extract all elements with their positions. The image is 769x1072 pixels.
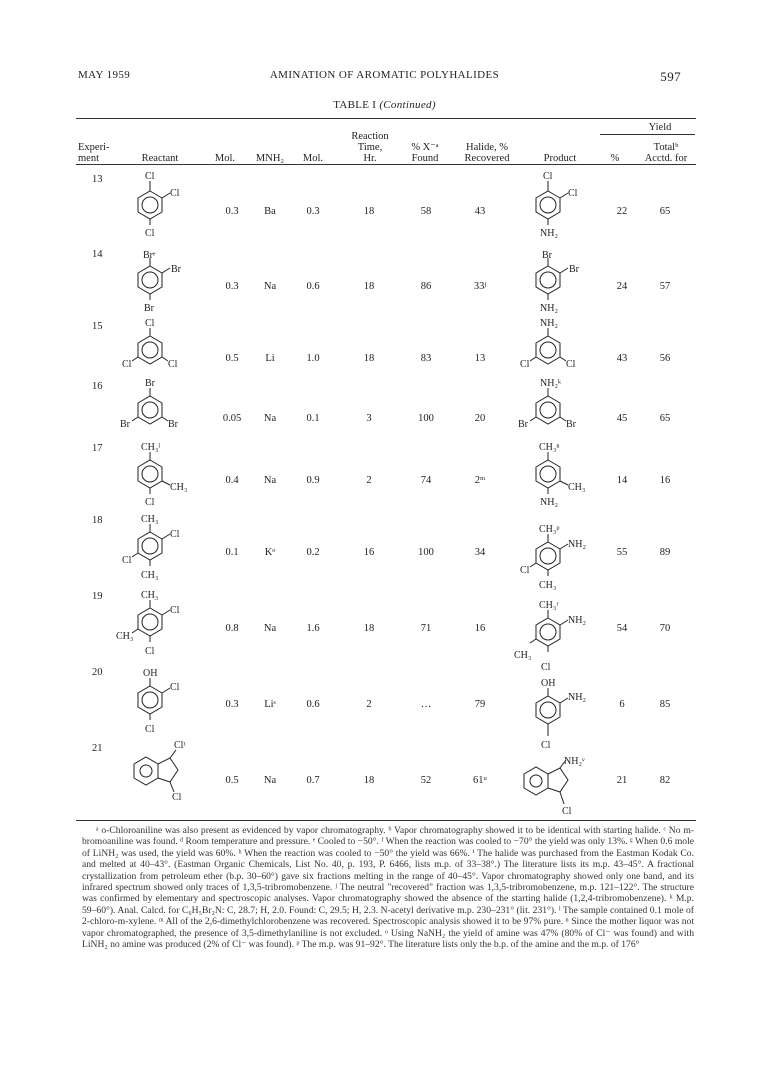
atom-label: Cl	[172, 792, 182, 803]
cell-experiment: 17	[92, 443, 103, 454]
cell-x-found: 71	[420, 623, 432, 634]
col-mnh2: MNH₂	[255, 153, 285, 164]
atom-label: OH	[541, 678, 556, 689]
atom-label: Cl	[145, 228, 155, 239]
atom-label: CH₃	[116, 631, 134, 642]
atom-label: Cl	[122, 359, 132, 370]
cell-mol-halide: 0.8	[225, 623, 239, 634]
atom-label: Br	[518, 419, 528, 430]
col-reaction-time: Reaction Time, Hr.	[351, 131, 389, 164]
structure-product-15	[530, 328, 566, 364]
cell-halide-recovered: 16	[474, 623, 486, 634]
col-mol-amide: Mol.	[302, 153, 324, 164]
cell-metal: Ba	[264, 206, 276, 217]
cell-yield: 45	[616, 413, 628, 424]
cell-experiment: 14	[92, 249, 103, 260]
cell-total-accounted: 85	[659, 699, 671, 710]
cell-total-accounted: 70	[659, 623, 671, 634]
cell-total-accounted: 65	[659, 206, 671, 217]
cell-x-found: 86	[420, 281, 432, 292]
structure-reactant-19	[132, 600, 170, 642]
atom-label: Cl	[145, 171, 155, 182]
atom-label: Cl	[170, 682, 180, 693]
atom-label: Cl	[170, 188, 180, 199]
page-number: 597	[660, 69, 681, 84]
cell-x-found: 58	[420, 206, 432, 217]
cell-reaction-time: 2	[366, 699, 372, 710]
cell-halide-recovered: 43	[474, 206, 486, 217]
cell-mol-amide: 0.7	[306, 775, 320, 786]
cell-mol-halide: 0.3	[225, 206, 239, 217]
cell-mol-amide: 0.6	[306, 281, 320, 292]
cell-halide-recovered: 13	[474, 353, 486, 364]
cell-experiment: 19	[92, 591, 103, 602]
cell-mol-halide: 0.3	[225, 281, 239, 292]
running-header-date: MAY 1959	[78, 69, 131, 81]
cell-mol-amide: 0.3	[306, 206, 320, 217]
structure-product-20	[536, 688, 568, 736]
cell-experiment: 20	[92, 667, 103, 678]
cell-total-accounted: 16	[659, 475, 671, 486]
cell-mol-amide: 0.2	[306, 547, 320, 558]
cell-reaction-time: 16	[363, 547, 375, 558]
cell-total-accounted: 56	[659, 353, 671, 364]
atom-label: CH₃	[514, 650, 532, 661]
cell-yield: 22	[616, 206, 628, 217]
cell-metal: Na	[263, 413, 277, 424]
atom-label: CH₃	[539, 580, 557, 591]
atom-label: CH₃ᵖ	[539, 524, 560, 535]
cell-mol-amide: 1.6	[306, 623, 320, 634]
atom-label: CH₃	[170, 482, 188, 493]
col-reactant: Reactant	[141, 153, 179, 164]
cell-halide-recovered: 2ᵐ	[474, 475, 486, 486]
atom-label: Cl	[170, 605, 180, 616]
atom-label: NH₂	[540, 228, 558, 239]
atom-label: NH₂	[540, 303, 558, 314]
cell-yield: 54	[616, 623, 628, 634]
atom-label: Clᵗ	[174, 740, 186, 751]
atom-label: Br	[542, 250, 552, 261]
cell-reaction-time: 18	[363, 206, 375, 217]
atom-label: NH₂ᵛ	[564, 756, 585, 767]
cell-yield: 6	[619, 699, 625, 710]
col-experiment: Experi- ment	[78, 142, 110, 164]
structure-product-13	[536, 181, 568, 225]
cell-reaction-time: 18	[363, 775, 375, 786]
cell-experiment: 21	[92, 743, 103, 754]
cell-metal: Na	[263, 475, 277, 486]
cell-reaction-time: 18	[363, 353, 375, 364]
cell-total-accounted: 89	[659, 547, 671, 558]
col-product: Product	[543, 153, 577, 164]
cell-experiment: 15	[92, 321, 103, 332]
structure-reactant-16	[132, 388, 168, 424]
cell-experiment: 13	[92, 174, 103, 185]
atom-label: Br	[168, 419, 178, 430]
table-footnotes	[82, 825, 694, 950]
atom-label: CH₃	[568, 482, 586, 493]
cell-x-found: …	[420, 699, 432, 710]
atom-label: Cl	[543, 171, 553, 182]
atom-label: Cl	[520, 359, 530, 370]
atom-label: OH	[143, 668, 158, 679]
atom-label: Cl	[541, 740, 551, 751]
cell-mol-halide: 0.5	[225, 353, 239, 364]
cell-metal: Kᵒ	[264, 547, 276, 558]
cell-reaction-time: 18	[363, 281, 375, 292]
cell-x-found: 100	[418, 547, 434, 558]
cell-halide-recovered: 20	[474, 413, 486, 424]
atom-label: Br	[145, 378, 155, 389]
atom-label: CH₃ʳ	[539, 600, 559, 611]
atom-label: Cl	[541, 662, 551, 673]
atom-label: Br	[569, 264, 579, 275]
structure-product-19	[530, 610, 568, 652]
cell-total-accounted: 82	[659, 775, 671, 786]
atom-label: CH₃ⁿ	[539, 442, 560, 453]
atom-label: CH₃	[141, 590, 159, 601]
running-header-title: AMINATION OF AROMATIC POLYHALIDES	[269, 69, 500, 81]
atom-label: NH₂	[568, 692, 586, 703]
cell-metal: Na	[263, 281, 277, 292]
atom-label: CH₃	[141, 514, 159, 525]
cell-metal: Liˢ	[264, 699, 276, 710]
cell-total-accounted: 57	[659, 281, 671, 292]
cell-halide-recovered: 34	[474, 547, 486, 558]
cell-mol-amide: 1.0	[306, 353, 320, 364]
atom-label: Cl	[145, 318, 155, 329]
structure-reactant-14	[138, 258, 170, 300]
structure-reactant-15	[132, 328, 168, 364]
structure-product-17	[536, 452, 568, 494]
cell-mol-amide: 0.9	[306, 475, 320, 486]
col-mol-halide: Mol.	[214, 153, 236, 164]
atom-label: Cl	[170, 529, 180, 540]
table-title-continued: (Continued)	[379, 99, 436, 111]
cell-mol-halide: 0.3	[225, 699, 239, 710]
cell-x-found: 52	[420, 775, 432, 786]
atom-label: Cl	[568, 188, 578, 199]
atom-label: Br	[144, 303, 154, 314]
cell-mol-amide: 0.1	[306, 413, 320, 424]
cell-yield: 43	[616, 353, 628, 364]
cell-halide-recovered: 61ᵘ	[473, 775, 487, 786]
atom-label: NH₂	[568, 615, 586, 626]
cell-experiment: 16	[92, 381, 103, 392]
cell-halide-recovered: 79	[474, 699, 486, 710]
table-title-main: TABLE I	[333, 99, 377, 111]
atom-label: Cl	[145, 497, 155, 508]
cell-reaction-time: 18	[363, 623, 375, 634]
col-yield-group: Yield	[648, 122, 672, 133]
cell-yield: 21	[616, 775, 628, 786]
col-x-found: % X⁻ᵃ Found	[411, 142, 439, 164]
atom-label: Cl	[145, 724, 155, 735]
atom-label: Cl	[562, 806, 572, 817]
atom-label: Cl	[520, 565, 530, 576]
atom-label: NH₂	[540, 318, 558, 329]
cell-mol-amide: 0.6	[306, 699, 320, 710]
cell-total-accounted: 65	[659, 413, 671, 424]
cell-mol-halide: 0.1	[225, 547, 239, 558]
structure-product-21	[524, 760, 568, 804]
structure-reactant-20	[138, 678, 170, 720]
atom-label: NH₂ᵏ	[540, 378, 562, 389]
cell-reaction-time: 2	[366, 475, 372, 486]
cell-yield: 14	[616, 475, 628, 486]
cell-mol-halide: 0.05	[222, 413, 242, 424]
cell-halide-recovered: 33ʲ	[473, 281, 487, 292]
footnote-paragraph: ᵃ o-Chloroaniline was also present as evidenced by vapor chromatography. ᵇ Vapor chromatography showed it to be identical with starting halide. ᶜ No m-bromoaniline was found. ᵈ Room temperature and pressure. ᵉ Cooled to −50°. ᶠ When the reaction was cooled to −70° the yield was only 13%. ᵍ When 0.6 mole of LiNH₂ was used, the yield was 60%. ʰ When the reaction was cooled to −50° the yield was 66%. ⁱ The halide was purchased from the Eastman Kodak Co. and melted at 40–43°. (Eastman Organic Chemicals, List No. 40, p. 193, P. 6466, lists m.p. of 33–38°.) The literature lists its m.p. 43–45°. A fractional crystallization from petroleum ether (b.p. 30–60°) gave six fractions melting in the range of 40–45°. Vapor chromatography showed only one band, and its infrared spectrum showed only traces of 1,3,5-tribromobenzene. ʲ The neutral "recovered" fraction was 1,3,5-tribromobenzene, m.p. 121–122°. The structure was confirmed by elementary and spectroscopic analyses. Vapor chromatography showed the absence of the starting halide (1,2,4-tribromobenzene). ᵏ M.p. 59–60°). Anal. Calcd. for C₆H₅Br₂N: C, 28.7; H, 2.0. Found: C, 29.5; H, 2.3. N-acetyl derivative m.p. 230–231° (lit. 231°). ˡ The sample contained 0.1 mole of 2-chloro-m-xylene. ᵐ All of the 2,6-dimethylchlorobenzene was recovered. Spectroscopic analysis showed it to be 97% pure. ⁿ Since the mother liquor was not vapor chromatographed, the presence of 3,5-dimethylaniline is not excluded. ᵒ Using NaNH₂ the yield of amine was 47% (80% of Cl⁻ was found) and with LiNH₂ no amine was produced (2% of Cl⁻ was found). ᵖ The m.p. was 91–92°. The literature lists only the b.p. of the amine and the m.p. of 176°	[82, 825, 694, 951]
cell-x-found: 83	[420, 353, 432, 364]
col-total-accounted: Totalᵇ Acctd. for	[644, 142, 688, 164]
structure-product-16	[530, 388, 566, 424]
structure-product-14	[536, 258, 568, 300]
cell-metal: Na	[263, 775, 277, 786]
atom-label: Cl	[566, 359, 576, 370]
col-halide-recovered: Halide, % Recovered	[464, 142, 510, 164]
cell-reaction-time: 3	[366, 413, 372, 424]
atom-label: Cl	[145, 646, 155, 657]
atom-labels	[116, 171, 586, 817]
cell-metal: Na	[263, 623, 277, 634]
structure-reactant-13	[138, 181, 170, 225]
structure-product-18	[530, 534, 568, 576]
atom-label: Br	[566, 419, 576, 430]
cell-experiment: 18	[92, 515, 103, 526]
cell-metal: Li	[265, 353, 275, 364]
atom-label: CH₃ˡ	[141, 442, 161, 453]
cell-yield: 24	[616, 281, 628, 292]
cell-mol-halide: 0.4	[225, 475, 239, 486]
cell-yield: 55	[616, 547, 628, 558]
atom-label: NH₂	[568, 539, 586, 550]
col-yield-percent: %	[610, 153, 620, 164]
atom-label: Cl	[122, 555, 132, 566]
atom-label: NH₂	[540, 497, 558, 508]
atom-label: Brᵉ	[143, 250, 156, 261]
cell-mol-halide: 0.5	[225, 775, 239, 786]
structure-reactant-21	[134, 750, 178, 792]
atom-label: CH₃	[141, 570, 159, 581]
structure-reactant-17	[138, 452, 170, 494]
atom-label: Br	[120, 419, 130, 430]
cell-x-found: 100	[418, 413, 434, 424]
atom-label: Cl	[168, 359, 178, 370]
atom-label: Br	[171, 264, 181, 275]
structure-reactant-18	[132, 524, 170, 566]
cell-x-found: 74	[420, 475, 432, 486]
